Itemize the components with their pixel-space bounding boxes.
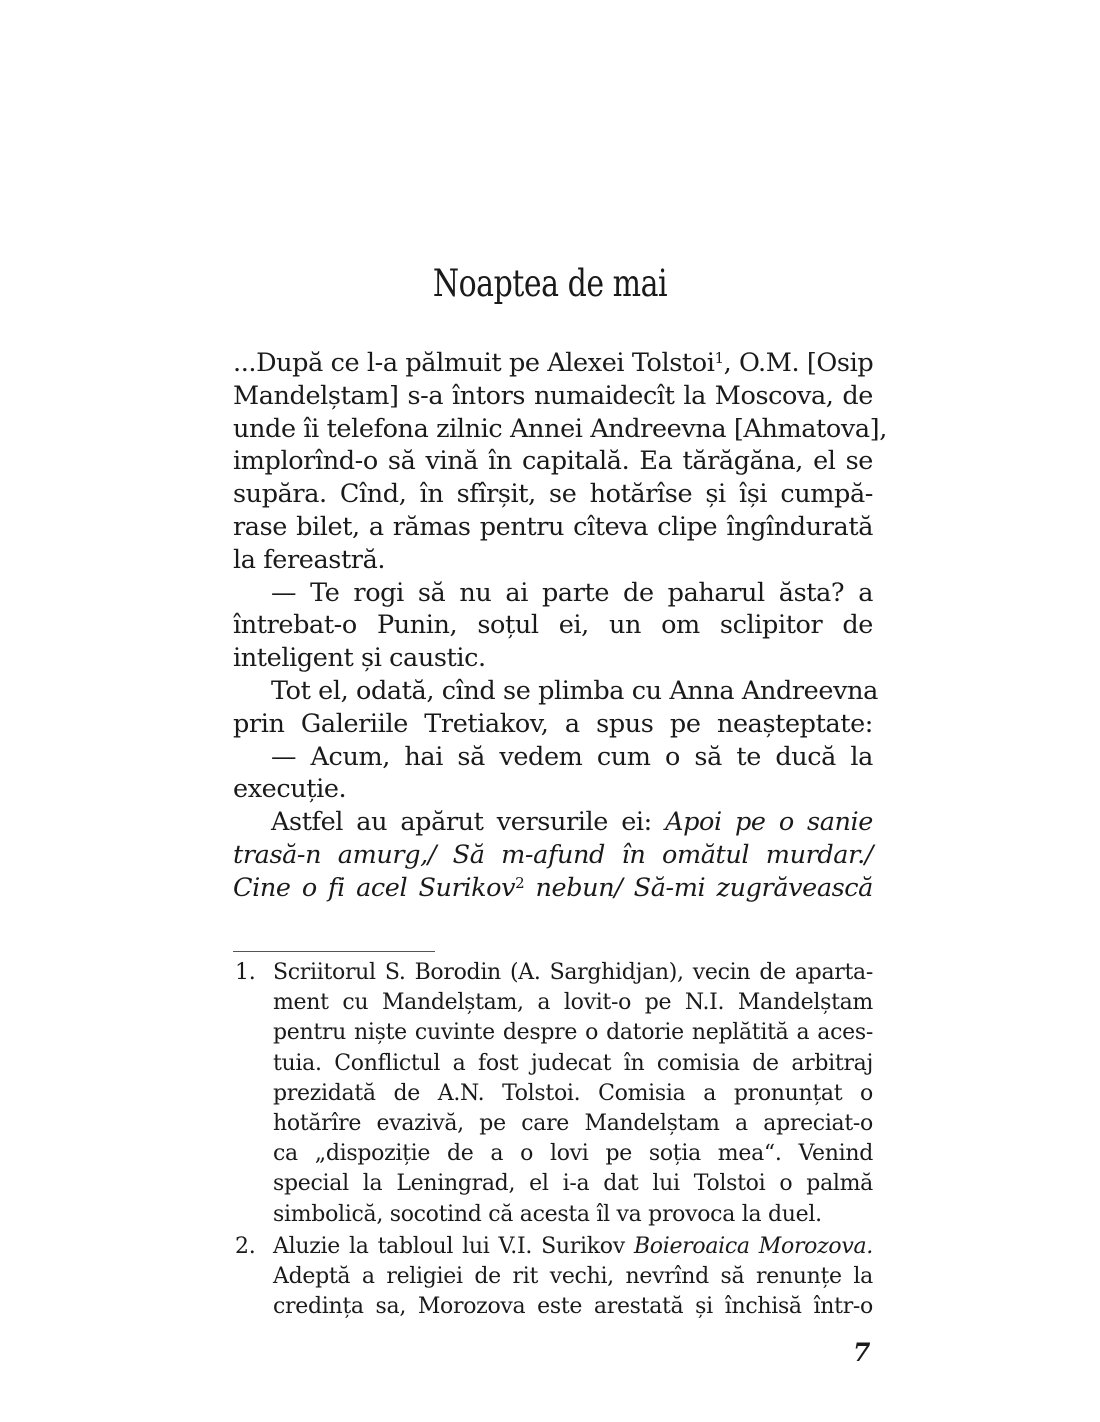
text-line: Tot el, odată, cînd se plimba cu Anna Andreevna [271,675,878,706]
footnote-line: hotărîre evazivă, pe care Mandelștam a apreciat-o [273,1111,873,1137]
dialogue-line: — Te rogi să nu ai parte de paharul ăsta? a [271,577,873,608]
page-number: 7 [853,1338,871,1367]
poem-quote: Apoi pe o sanie [665,807,873,838]
text-line: execuție. [233,774,347,805]
footnote-line: pentru niște cuvinte despre o datorie neplătită a aces- [273,1020,873,1046]
footnote-line: Aluzie la tabloul lui V.I. Surikov Boieroaica Morozova. [273,1233,873,1259]
page-title: Noaptea de mai [432,262,668,305]
footnote-line: ca „dispoziție de a o lovi pe soția mea“. Venind [273,1141,873,1167]
text-line: rase bilet, a rămas pentru cîteva clipe îngîndurată [233,511,873,542]
footnote-line: Adeptă a religiei de rit vechi, nevrînd să renunțe la [273,1264,873,1290]
footnote-line: prezidată de A.N. Tolstoi. Comisia a pronunțat o [273,1080,873,1106]
dialogue-line: — Acum, hai să vedem cum o să te ducă la [271,741,873,772]
footnote-number: 2. [235,1233,256,1259]
text-line: Mandelștam] s-a întors numaidecît la Moscova, de [233,380,873,411]
painting-title: Boieroaica Morozova. [633,1233,873,1259]
text-line: inteligent și caustic. [233,643,486,674]
footnote-ref-2[interactable]: 2 [515,873,525,892]
footnote-line: ment cu Mandelștam, a lovit-o pe N.I. Mandelștam [273,990,873,1016]
footnote-number: 1. [235,960,256,985]
footnote-line: special la Leningrad, el i-a dat lui Tolstoi o palmă [273,1171,873,1197]
text-line: unde îi telefona zilnic Annei Andreevna [Ahmatova], [233,413,887,444]
text-line: implorînd-o să vină în capitală. Ea tărăgăna, el se [233,446,873,477]
footnote-line: tuia. Conflictul a fost judecat în comisia de arbitraj [273,1050,873,1076]
poem-line: Cine o fi acel Surikov$^2$ nebun/ Să-mi zugrăvească [233,872,873,903]
footnote-1 [233,958,873,1230]
text-line: întrebat-o Punin, soțul ei, un om sclipitor de [233,610,873,641]
body-text [233,347,887,905]
text-line: prin Galeriile Tretiakov, a spus pe neașteptate: [233,708,873,739]
footnote-ref-1[interactable]: 1 [714,348,724,367]
footnote-line: Scriitorul S. Borodin (A. Sarghidjan), vecin de aparta- [273,960,873,985]
text-line: supăra. Cînd, în sfîrșit, se hotărîse și își cumpă- [233,479,873,510]
text-line: ...După ce l-a pălmuit pe Alexei Tolstoi$^1$, O.M. [Osip [233,348,874,378]
footnotes [233,958,873,1324]
footnote-line: credința sa, Morozova este arestată și închisă într-o [273,1294,873,1320]
footnote-2 [233,1232,873,1323]
text-line: Astfel au apărut versurile ei: Apoi pe o sanie [271,807,873,838]
footnote-divider [233,951,435,952]
footnote-line: simbolică, socotind că acesta îl va provoca la duel. [273,1201,822,1227]
text-line: la fereastră. [233,544,386,575]
poem-line: trasă-n amurg,/ Să m-afund în omătul murdar./ [233,839,873,870]
